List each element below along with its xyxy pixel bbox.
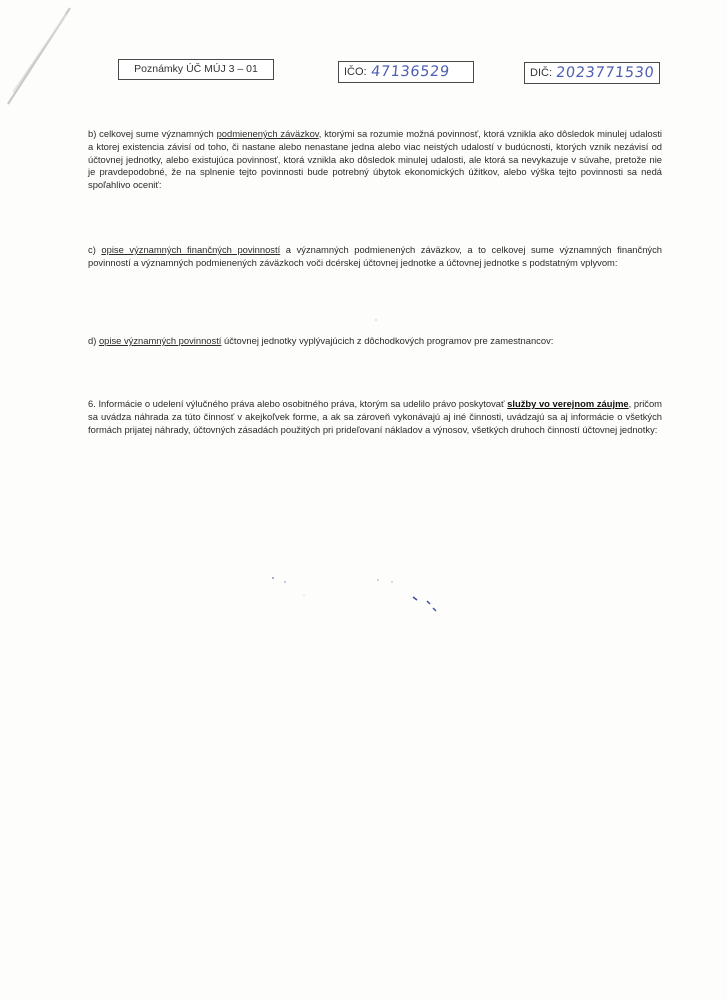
section-6-prefix: 6. Informácie o udelení výlučného práva alebo osobitného práva, ktorým sa udelilo právo poskytovať bbox=[88, 398, 508, 409]
section-c-paragraph bbox=[88, 244, 662, 270]
section-c-underlined-term: opise významných finančných povinností bbox=[101, 244, 281, 255]
section-6-bold-term: služby vo verejnom záujme bbox=[507, 398, 629, 409]
section-b-paragraph bbox=[88, 128, 662, 192]
form-title: Poznámky ÚČ MÚJ 3 – 01 bbox=[134, 63, 258, 75]
section-b-underlined-term: podmienených záväzkov bbox=[216, 128, 319, 139]
form-title-box bbox=[118, 59, 274, 80]
section-d-underlined-term: opise významných povinností bbox=[98, 335, 222, 346]
section-6-paragraph bbox=[88, 398, 662, 436]
ico-box bbox=[338, 61, 474, 83]
dic-box bbox=[524, 62, 660, 84]
ico-handwritten-value: 47136529 bbox=[370, 64, 451, 80]
section-b-text: , ktorými sa rozumie možná povinnosť, ktorá vznikla ako dôsledok minulej udalosti a ktorej existencia závisí od toho, či nastane alebo nenastane jedna alebo viac neistých udalostí v budúcnosti, ktorých vznik nezávisí od účtovnej jednotky, alebo existujúca povinnosť, ktorá vznikla ako dôsledok minulej udalosti, ale ktorá sa nevykazuje v súvahe, pretože nie je pravdepodobné, že na splnenie tejto povinnosti bude potrebný úbytok ekonomických úžitkov, alebo výška tejto povinnosti sa nedá spoľahlivo oceniť: bbox=[88, 128, 663, 191]
dic-label: DIČ: bbox=[530, 67, 552, 79]
section-6-text: , pričom sa uvádza náhrada za túto činnosť v akejkoľvek forme, a ak sa zároveň vykonávajú aj iné činnosti, uvádzajú sa aj informácie o všetkých formách prijatej náhrady, účtovných zásadách použitých pri prideľovaní nákladov a výnosov, všetkých druhoch činností účtovnej jednotky: bbox=[88, 398, 662, 435]
ico-label: IČO: bbox=[344, 66, 367, 78]
section-d-prefix: d) bbox=[88, 335, 99, 346]
section-c-prefix: c) bbox=[88, 244, 102, 255]
section-d-paragraph bbox=[88, 335, 662, 348]
scan-corner-mark bbox=[0, 0, 80, 110]
dic-handwritten-value: 2023771530 bbox=[555, 65, 656, 81]
section-b-prefix: b) celkovej sume významných bbox=[88, 128, 217, 139]
section-c-text: a významných podmienených záväzkov, a to celkovej sume významných finančných povinností a významných podmienených záväzkoch voči dcérskej účtovnej jednotke a účtovnej jednotke s podstatným vplyvom: bbox=[88, 244, 662, 268]
section-d-text: účtovnej jednotky vyplývajúcich z dôchodkových programov pre zamestnancov: bbox=[221, 335, 554, 346]
